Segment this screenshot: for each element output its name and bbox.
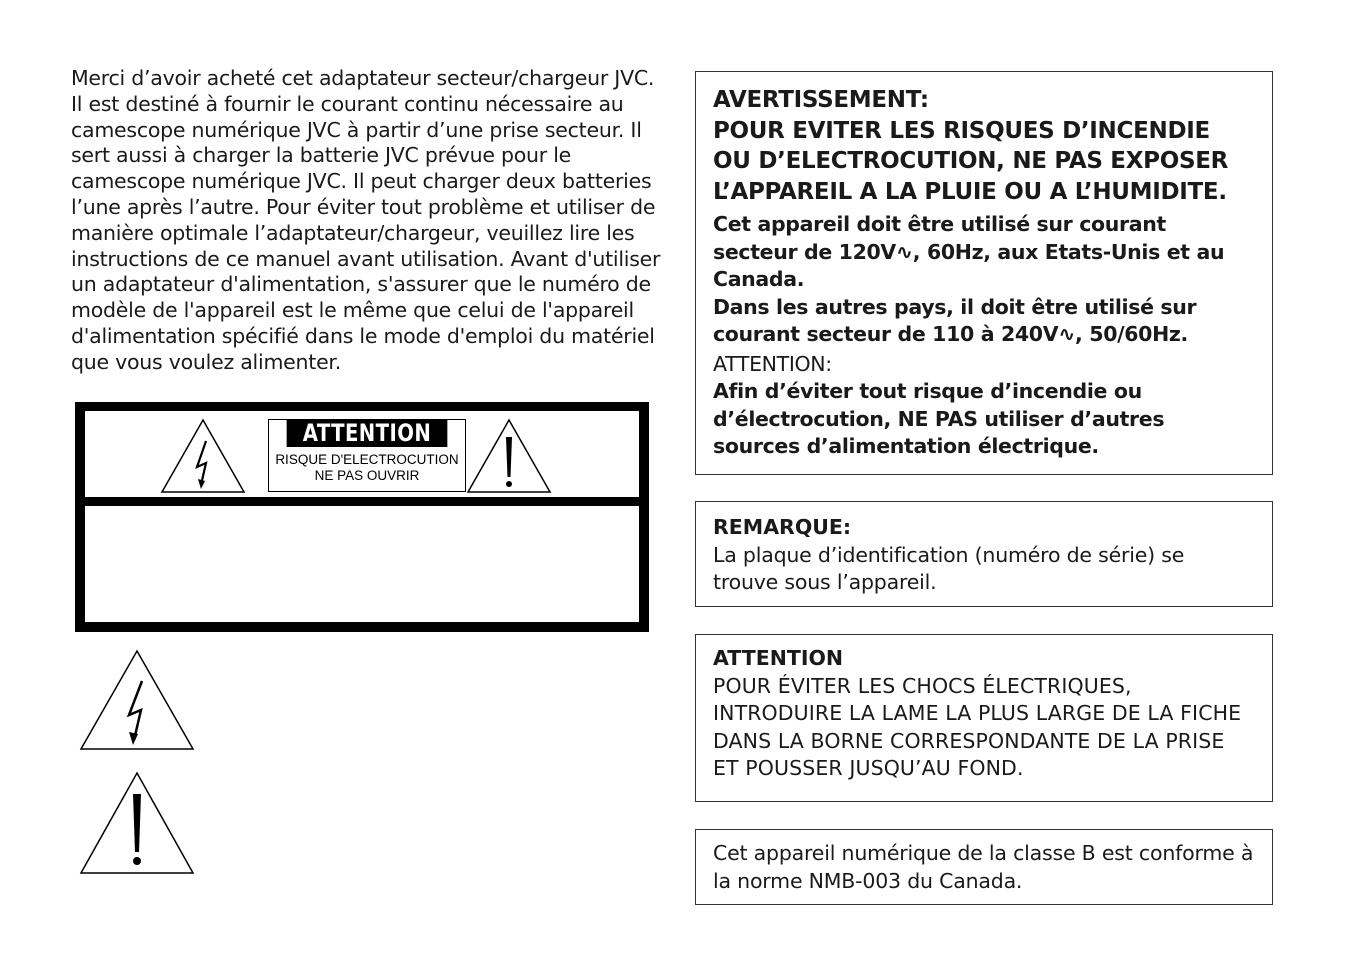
exclamation-triangle-icon xyxy=(78,770,196,876)
plug-attention-box xyxy=(695,634,1273,802)
caution-label-body xyxy=(85,506,639,622)
remark-box xyxy=(695,501,1273,607)
warning-title-body: POUR EVITER LES RISQUES D’INCENDIE OU D’ELECTROCUTION, NE PAS EXPOSER L’APPAREIL A LA PLUIE OU A L’HUMIDITE. xyxy=(713,117,1229,205)
remark-title: REMARQUE: xyxy=(713,515,852,539)
intro-paragraph: Merci d’avoir acheté cet adaptateur secteur/chargeur JVC. Il est destiné à fournir le courant continu nécessaire au camescope numérique JVC à partir d’une prise secteur. Il sert aussi à charger la batterie JVC prévue pour le camescope numérique JVC. Il peut charger deux batteries l’une après l’autre. Pour éviter tout problème et utiliser de manière optimale l’adaptateur/chargeur, veuillez lire les instructions de ce manuel avant utilisation. Avant d'utiliser un adaptateur d'alimentation, s'assurer que le numéro de modèle de l'appareil est le même que celui de l'appareil d'alimentation spécifié dans le mode d'emploi du matériel que vous voulez alimenter. xyxy=(71,66,661,374)
caution-line-2: NE PAS OUVRIR xyxy=(314,468,420,483)
caution-heading: ATTENTION xyxy=(287,420,448,447)
warning-box xyxy=(695,71,1273,475)
exclamation-triangle-icon xyxy=(465,417,553,495)
plug-attention-body: POUR ÉVITER LES CHOCS ÉLECTRIQUES, INTRODUIRE LA LAME LA PLUS LARGE DE LA FICHE DANS LA BORNE CORRESPONDANTE DE LA PRISE ET POUSSER JUSQU’AU FOND. xyxy=(713,673,1242,780)
voltage-info-other: Dans les autres pays, il doit être utilisé sur courant secteur de 110 à 240V∿, 50/60Hz. xyxy=(713,294,1197,346)
voltage-info-us: Cet appareil doit être utilisé sur courant secteur de 120V∿, 60Hz, aux Etats-Unis et au Canada. xyxy=(713,212,1225,291)
class-b-text: Cet appareil numérique de la classe B est conforme à la norme NMB-003 du Canada. xyxy=(713,841,1254,893)
caution-label xyxy=(75,402,649,632)
caution-title-block xyxy=(268,419,466,492)
caution-line-1: RISQUE D'ELECTROCUTION xyxy=(275,452,459,467)
remark-body: La plaque d’identification (numéro de série) se trouve sous l’appareil. xyxy=(713,542,1185,594)
caution-label-header xyxy=(85,411,639,497)
warning-title: AVERTISSEMENT: xyxy=(713,87,929,113)
attention-title: ATTENTION: xyxy=(713,351,832,376)
plug-attention-title: ATTENTION xyxy=(713,646,844,670)
lightning-triangle-icon xyxy=(159,417,247,495)
class-b-box xyxy=(695,829,1273,905)
attention-body: Afin d’éviter tout risque d’incendie ou d’électrocution, NE PAS utiliser d’autres sources d’alimentation électrique. xyxy=(713,379,1165,458)
lightning-triangle-icon xyxy=(78,648,196,752)
